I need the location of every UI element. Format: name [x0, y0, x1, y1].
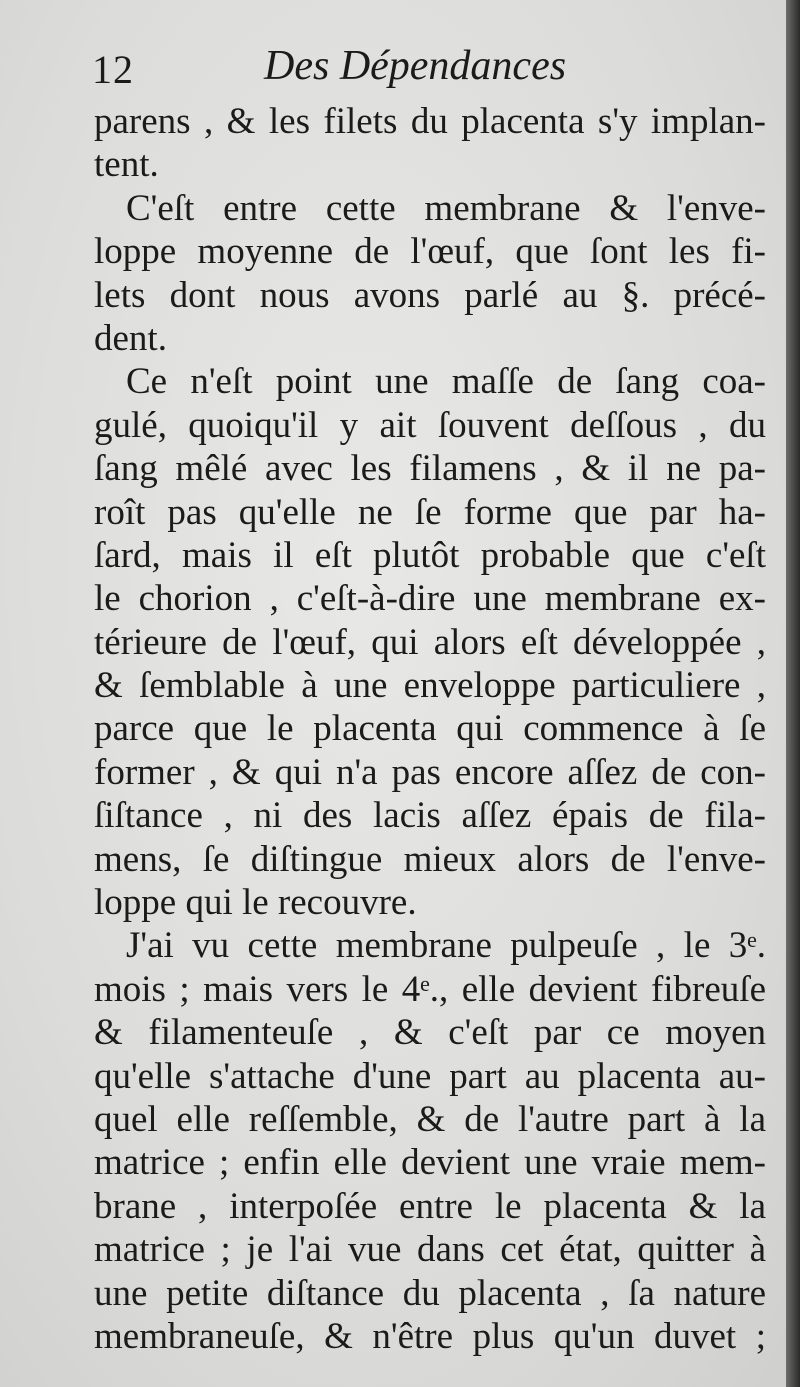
- text-line: ſang mêlé avec les filamens , & il ne pa-: [94, 448, 766, 490]
- text-line: & filamenteuſe , & c'eſt par ce moyen: [94, 1012, 766, 1054]
- text-line: parens , & les filets du placenta s'y implan-: [94, 101, 766, 142]
- running-title: Des Dépendances: [264, 43, 567, 89]
- text-line: tent.: [94, 144, 159, 186]
- text-line: matrice ; je l'ai vue dans cet état, quitter à: [94, 1229, 766, 1271]
- text-line: membraneuſe, & n'être plus qu'un duvet ;: [94, 1315, 766, 1357]
- text-line: & ſemblable à une enveloppe particuliere ,: [94, 665, 766, 707]
- body-text: [94, 100, 766, 1358]
- text-line: loppe qui le recouvre.: [94, 882, 417, 924]
- text-line: dent.: [94, 317, 167, 359]
- text-line: mois ; mais vers le 4ᵉ., elle devient fibreuſe: [94, 968, 766, 1010]
- text-line: brane , interpoſée entre le placenta & la: [94, 1185, 766, 1227]
- text-line: lets dont nous avons parlé au §. précé-: [94, 274, 766, 316]
- text-line: roît pas qu'elle ne ſe forme que par ha-: [94, 491, 766, 533]
- text-line: J'ai vu cette membrane pulpeuſe , le 3ᵉ.: [126, 925, 766, 967]
- text-line: Ce n'eſt point une maſſe de ſang coa-: [126, 361, 766, 403]
- text-line: térieure de l'œuf, qui alors eſt développée ,: [94, 621, 766, 663]
- page-header: [92, 40, 772, 100]
- text-line: une petite diſtance du placenta , ſa nature: [94, 1272, 766, 1314]
- text-line: qu'elle s'attache d'une part au placenta au-: [94, 1055, 766, 1097]
- text-line: quel elle reſſemble, & de l'autre part à la: [94, 1098, 766, 1140]
- text-line: former , & qui n'a pas encore aſſez de con-: [94, 751, 766, 793]
- text-line: le chorion , c'eſt-à-dire une membrane ex-: [94, 578, 766, 620]
- text-line: parce que le placenta qui commence à ſe: [94, 708, 766, 750]
- text-line: mens, ſe diſtingue mieux alors de l'enve-: [94, 838, 766, 880]
- text-line: gulé, quoiqu'il y ait ſouvent deſſous , du: [94, 404, 766, 446]
- text-line: C'eſt entre cette membrane & l'enve-: [126, 187, 766, 229]
- text-line: ſiſtance , ni des lacis aſſez épais de fila-: [94, 795, 766, 837]
- page-number: 12: [92, 47, 134, 92]
- text-line: loppe moyenne de l'œuf, que ſont les fi-: [94, 231, 766, 273]
- text-line: matrice ; enfin elle devient une vraie mem-: [94, 1142, 766, 1184]
- page-gutter-shadow: [786, 0, 800, 1387]
- text-line: ſard, mais il eſt plutôt probable que c'eſt: [94, 534, 766, 576]
